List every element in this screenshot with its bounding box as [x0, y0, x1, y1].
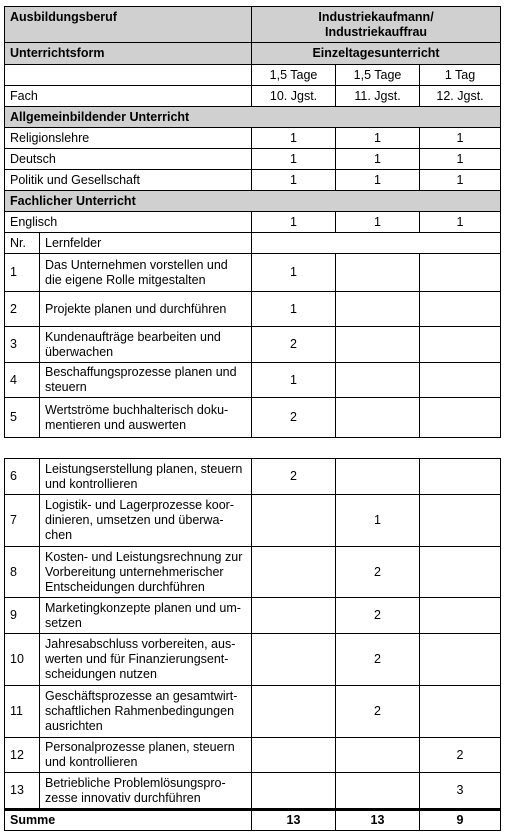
curriculum-table-part-2	[4, 458, 501, 831]
lernfeld-description	[40, 773, 252, 810]
lernfeld-description-line: zesse innovativ durchführen	[45, 790, 201, 805]
hours-cell: 2	[336, 634, 420, 686]
lernfeld-row	[5, 459, 501, 495]
hours-cell	[336, 398, 420, 438]
lernfeld-description-line: Personalprozesse planen, steuern	[45, 740, 235, 754]
lernfeld-description	[40, 598, 252, 634]
lernfeld-description-line: Entscheidungen durchführen	[45, 579, 205, 594]
fachlich-heading: Fachlicher Unterricht	[5, 191, 501, 212]
hours-cell: 2	[252, 459, 336, 495]
hours-cell: 1	[336, 170, 420, 191]
lernfelder-header: Lernfelder	[40, 233, 252, 254]
lernfeld-description-line: Kosten- und Leistungsrechnung zur	[45, 549, 243, 564]
lernfeld-nr: 2	[5, 292, 40, 327]
fachlich-heading-row	[5, 191, 501, 212]
subject-name: Deutsch	[5, 149, 252, 170]
hours-cell	[336, 363, 420, 398]
hours-cell: 1	[252, 170, 336, 191]
lernfeld-row	[5, 327, 501, 363]
lernfeld-description-line: steuern	[45, 380, 87, 394]
hours-cell: 1	[336, 128, 420, 149]
lernfeld-description	[40, 254, 252, 292]
hours-cell: 2	[420, 738, 501, 773]
lernfeld-description-line: werten und für Finanzierungsent-	[45, 652, 229, 666]
jgst-cell: 10. Jgst.	[252, 86, 336, 107]
hours-cell	[420, 327, 501, 363]
hours-cell: 1	[420, 212, 501, 233]
lernfeld-description-line: Leistungserstellung planen, steuern	[45, 461, 243, 476]
hours-cell: 1	[252, 128, 336, 149]
lernfeld-description-line: Logistik- und Lagerprozesse koor-	[45, 498, 234, 512]
lernfeld-description	[40, 495, 252, 547]
lernfeld-nr: 7	[5, 495, 40, 547]
lernfeld-description-line: Projekte planen und durchführen	[45, 301, 227, 316]
hours-cell: 2	[252, 327, 336, 363]
lernfeld-description-line: chen	[45, 528, 73, 542]
hours-cell	[420, 398, 501, 438]
lernfeld-row	[5, 254, 501, 292]
fach-row	[5, 86, 501, 107]
hours-cell	[420, 459, 501, 495]
lernfeld-description	[40, 363, 252, 398]
hours-cell	[252, 598, 336, 634]
jgst-cell: 12. Jgst.	[420, 86, 501, 107]
allgemein-heading-row	[5, 107, 501, 128]
subject-name: Religionslehre	[5, 128, 252, 149]
tage-cell: 1,5 Tage	[252, 65, 336, 86]
subject-row	[5, 128, 501, 149]
hours-cell: 1	[420, 170, 501, 191]
lernfeld-row	[5, 398, 501, 438]
lernfeld-nr: 5	[5, 398, 40, 438]
lernfeld-nr: 8	[5, 547, 40, 598]
ausbildungsberuf-value	[252, 7, 501, 43]
ausbildungsberuf-row	[5, 7, 501, 43]
lernfeld-description-line: scheidungen nutzen	[45, 667, 157, 681]
hours-cell	[252, 634, 336, 686]
hours-cell	[336, 254, 420, 292]
hours-cell	[420, 292, 501, 327]
lernfeld-row	[5, 363, 501, 398]
subject-name: Englisch	[5, 212, 252, 233]
lernfeld-nr: 10	[5, 634, 40, 686]
lernfeld-description-line: mentieren und auswerten	[45, 417, 187, 432]
hours-cell	[420, 495, 501, 547]
subject-row	[5, 212, 501, 233]
jgst-cell: 11. Jgst.	[336, 86, 420, 107]
ausbildungsberuf-line-1: Industriekaufmann/	[318, 9, 434, 24]
allgemein-heading: Allgemeinbildender Unterricht	[5, 107, 501, 128]
hours-cell	[336, 773, 420, 810]
lernfeld-description	[40, 738, 252, 773]
hours-cell	[420, 254, 501, 292]
hours-cell: 1	[336, 495, 420, 547]
tage-row	[5, 65, 501, 86]
hours-cell	[420, 686, 501, 738]
hours-cell: 1	[336, 149, 420, 170]
lernfeld-description-line: und kontrollieren	[45, 476, 138, 491]
subject-row	[5, 149, 501, 170]
hours-cell	[336, 459, 420, 495]
hours-cell: 1	[252, 292, 336, 327]
curriculum-table-part-1	[4, 6, 501, 438]
lernfeld-nr: 9	[5, 598, 40, 634]
lernfeld-row	[5, 547, 501, 598]
lernfeld-description	[40, 547, 252, 598]
lernfeld-description-line: dinieren, umsetzen und überwa-	[45, 513, 224, 527]
hours-cell: 1	[252, 363, 336, 398]
hours-cell: 1	[252, 212, 336, 233]
summe-cell: 13	[252, 810, 336, 831]
lernfeld-description	[40, 398, 252, 438]
subject-row	[5, 170, 501, 191]
hours-cell	[252, 773, 336, 810]
lernfeld-row	[5, 738, 501, 773]
hours-cell	[252, 738, 336, 773]
lernfeld-row	[5, 634, 501, 686]
hours-cell	[420, 634, 501, 686]
hours-cell: 1	[336, 212, 420, 233]
hours-cell: 3	[420, 773, 501, 810]
lernfeld-row	[5, 292, 501, 327]
fach-label: Fach	[5, 86, 252, 107]
hours-cell	[420, 598, 501, 634]
lernfeld-nr: 11	[5, 686, 40, 738]
hours-cell	[420, 363, 501, 398]
lernfeld-description-line: Geschäftsprozesse an gesamtwirt-	[45, 689, 238, 703]
unterrichtsform-row	[5, 43, 501, 65]
lernfeld-description-line: schaftlichen Rahmenbedingungen	[45, 704, 235, 718]
lernfeld-description	[40, 634, 252, 686]
hours-cell	[420, 547, 501, 598]
hours-cell: 1	[252, 254, 336, 292]
hours-cell: 1	[252, 149, 336, 170]
nr-header: Nr.	[5, 233, 40, 254]
hours-cell: 1	[420, 149, 501, 170]
lernfeld-description-line: Das Unternehmen vorstellen und	[45, 257, 228, 272]
hours-cell	[336, 738, 420, 773]
lernfeld-description	[40, 686, 252, 738]
hours-cell	[252, 547, 336, 598]
tage-cell: 1,5 Tage	[336, 65, 420, 86]
lernfeld-row	[5, 686, 501, 738]
unterrichtsform-value: Einzeltagesunterricht	[252, 43, 501, 65]
lernfeld-description-line: ausrichten	[45, 719, 103, 733]
lernfeld-row	[5, 773, 501, 810]
lernfeld-nr: 1	[5, 254, 40, 292]
lernfeld-description-line: Beschaffungsprozesse planen und	[45, 365, 237, 379]
ausbildungsberuf-line-2: Industriekauffrau	[324, 24, 428, 39]
hours-cell: 2	[336, 547, 420, 598]
hours-cell: 2	[252, 398, 336, 438]
lernfeld-description-line: Kundenaufträge bearbeiten und	[45, 329, 221, 344]
lernfeld-description-line: Marketingkonzepte planen und um-	[45, 600, 241, 615]
unterrichtsform-label: Unterrichtsform	[5, 43, 252, 65]
summe-label: Summe	[5, 810, 252, 831]
hours-cell	[252, 495, 336, 547]
hours-cell: 1	[420, 128, 501, 149]
lernfeld-description-line: und kontrollieren	[45, 755, 138, 769]
subject-name: Politik und Gesellschaft	[5, 170, 252, 191]
lernfeld-description-line: Vorbereitung unternehmerischer	[45, 564, 224, 579]
lernfeld-nr: 4	[5, 363, 40, 398]
ausbildungsberuf-label: Ausbildungsberuf	[5, 7, 252, 43]
summe-row	[5, 810, 501, 831]
tage-cell: 1 Tag	[420, 65, 501, 86]
summe-cell: 13	[336, 810, 420, 831]
tage-empty-cell	[5, 65, 252, 86]
hours-cell	[336, 292, 420, 327]
lernfeld-description-line: Wertströme buchhalterisch doku-	[45, 402, 229, 417]
lernfeld-nr: 3	[5, 327, 40, 363]
hours-cell	[252, 686, 336, 738]
hours-cell: 2	[336, 598, 420, 634]
lernfeld-description-line: Jahresabschluss vorbereiten, aus-	[45, 637, 236, 651]
lernfeld-description-line: setzen	[45, 615, 82, 630]
lernfeld-description-line: Betriebliche Problemlösungspro-	[45, 775, 226, 790]
lernfeld-nr: 12	[5, 738, 40, 773]
lernfeld-description	[40, 292, 252, 327]
lernfeld-nr: 13	[5, 773, 40, 810]
lernfeld-description	[40, 459, 252, 495]
lernfelder-header-empty	[252, 233, 501, 254]
hours-cell	[336, 327, 420, 363]
lernfeld-description-line: die eigene Rolle mitgestalten	[45, 272, 206, 287]
summe-cell: 9	[420, 810, 501, 831]
lernfeld-description-line: überwachen	[45, 344, 114, 359]
lernfelder-header-row	[5, 233, 501, 254]
lernfeld-row	[5, 495, 501, 547]
hours-cell: 2	[336, 686, 420, 738]
lernfeld-nr: 6	[5, 459, 40, 495]
lernfeld-description	[40, 327, 252, 363]
lernfeld-row	[5, 598, 501, 634]
